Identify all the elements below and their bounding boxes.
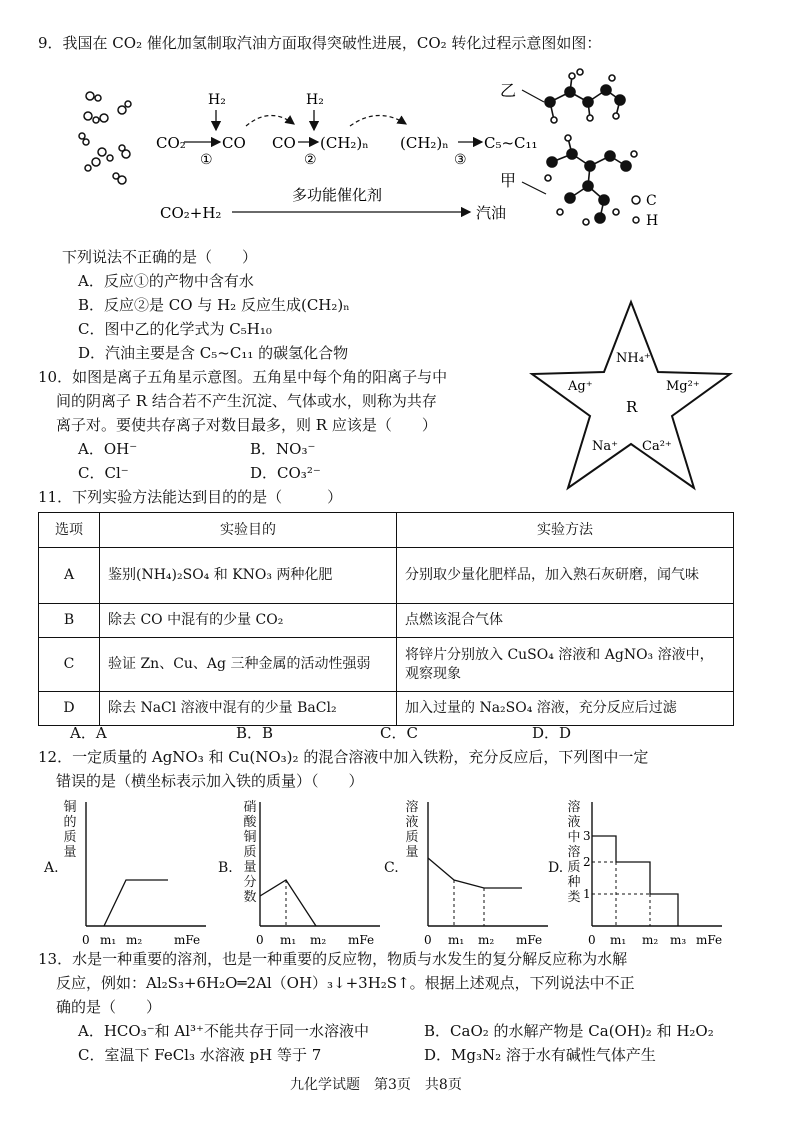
q9-option-a: A．反应①的产物中含有水 <box>78 272 254 290</box>
q13-line1: 13．水是一种重要的溶剂，也是一种重要的反应物，物质与水发生的复分解反应称为水解 <box>38 950 628 968</box>
graph-b-tick-m1: m₁ <box>280 933 297 947</box>
row-goal: 除去 CO 中混有的少量 CO₂ <box>100 604 397 638</box>
q10-line1: 10．如图是离子五角星示意图。五角星中每个角的阳离子与中 <box>38 368 448 386</box>
q9-prompt: 下列说法不正确的是（ ） <box>62 248 258 266</box>
row-method: 将锌片分别放入 CuSO₄ 溶液和 AgNO₃ 溶液中，观察现象 <box>397 638 734 692</box>
step1-label: ① <box>200 152 213 168</box>
table-row <box>39 548 734 604</box>
c5c11-label: C₅~C₁₁ <box>484 134 538 152</box>
legend-h-label: H <box>646 213 659 229</box>
graph-d-tick-mfe: mFe <box>696 933 723 947</box>
yi-label: 乙 <box>500 81 517 100</box>
q13-option-a: A．HCO₃⁻和 Al³⁺不能共存于同一水溶液中 <box>78 1022 369 1040</box>
graph-c-ylabel: 溶液质量 <box>405 800 419 860</box>
molecule-yi-icon <box>545 69 625 123</box>
star-bottom-left-ion: Na⁺ <box>592 439 618 454</box>
q9-option-b: B．反应②是 CO 与 H₂ 反应生成(CH₂)ₙ <box>78 296 350 314</box>
q9-option-c: C．图中乙的化学式为 C₅H₁₀ <box>78 320 272 338</box>
co2-label: CO₂ <box>156 134 186 152</box>
q13-option-d: D．Mg₃N₂ 溶于水有碱性气体产生 <box>424 1046 656 1064</box>
star-outline <box>532 302 730 488</box>
star-top-ion: NH₄⁺ <box>616 351 651 366</box>
q13-line2: 反应，例如：Al₂S₃+6H₂O═2Al（OH）₃↓+3H₂S↑。根据上述观点，下列说法中不正 <box>56 974 635 992</box>
graph-b-label: B. <box>218 860 233 876</box>
graph-a-curve <box>104 880 168 926</box>
graph-c-label: C. <box>384 860 399 876</box>
q9-diagram <box>60 62 700 237</box>
ion-star-diagram <box>528 298 758 494</box>
q12-line1: 12．一定质量的 AgNO₃ 和 Cu(NO₃)₂ 的混合溶液中加入铁粉，充分反应后，下列图中一定 <box>38 748 649 766</box>
page-footer: 九化学试题 第3页 共8页 <box>290 1077 462 1093</box>
jia-label: 甲 <box>500 171 517 190</box>
graph-d-ytick-3: 3 <box>583 829 591 843</box>
row-option: C <box>39 638 100 692</box>
q9-stem: 9．我国在 CO₂ 催化加氢制取汽油方面取得突破性进展，CO₂ 转化过程示意图如图： <box>38 34 602 52</box>
graph-d-tick-m3: m₃ <box>670 933 687 947</box>
table-row <box>39 638 734 692</box>
legend-c-label: C <box>646 193 657 209</box>
graph-d-label: D. <box>548 860 564 876</box>
ch2n-label: (CH₂)ₙ <box>320 134 369 152</box>
graph-a-tick-m2: m₂ <box>126 933 143 947</box>
q11-answer-c: C．C <box>380 724 418 742</box>
graph-b-tick-m2: m₂ <box>310 933 327 947</box>
graph-d-tick-m2: m₂ <box>642 933 659 947</box>
header-method: 实验方法 <box>397 513 734 548</box>
graph-c-tick-mfe: mFe <box>516 933 543 947</box>
q11-answer-d: D．D <box>532 724 572 742</box>
graph-b <box>256 800 386 948</box>
catalyst-label: 多功能催化剂 <box>292 186 383 204</box>
q13-option-c: C．室温下 FeCl₃ 水溶液 pH 等于 7 <box>78 1046 322 1064</box>
q11-stem: 11．下列实验方法能达到目的的是（ ） <box>38 488 343 506</box>
graph-a-tick-m1: m₁ <box>100 933 117 947</box>
graph-b-tick-mfe: mFe <box>348 933 375 947</box>
header-option: 选项 <box>39 513 100 548</box>
row-method: 点燃该混合气体 <box>397 604 734 638</box>
row-goal: 鉴别(NH₄)₂SO₄ 和 KNO₃ 两种化肥 <box>100 548 397 604</box>
graph-d-ytick-1: 1 <box>583 887 591 901</box>
row-method: 分别取少量化肥样品，加入熟石灰研磨，闻气味 <box>397 548 734 604</box>
header-goal: 实验目的 <box>100 513 397 548</box>
co2-molecules-icon <box>79 92 131 184</box>
q10-line3: 离子对。要使共存离子对数目最多，则 R 应该是（ ） <box>56 416 437 434</box>
co-label-b: CO <box>272 134 296 152</box>
q10-option-b: B．NO₃⁻ <box>250 440 316 458</box>
gasoline-label: 汽油 <box>476 204 507 222</box>
ch2n-label-b: (CH₂)ₙ <box>400 134 449 152</box>
row-option: B <box>39 604 100 638</box>
experiment-table <box>38 512 734 726</box>
graph-d-ylabel: 溶液中溶质种类 <box>567 800 581 905</box>
q10-line2: 间的阴离子 R 结合若不产生沉淀、气体或水，则称为共存 <box>56 392 437 410</box>
graph-c-curve <box>428 858 522 888</box>
graph-b-tick-0: 0 <box>256 933 264 947</box>
graph-a-ylabel: 铜的质量 <box>63 800 77 860</box>
graph-d-curve <box>592 836 678 926</box>
table-header-row <box>39 513 734 548</box>
q13-option-b: B．CaO₂ 的水解产物是 Ca(OH)₂ 和 H₂O₂ <box>424 1022 714 1040</box>
graph-c-tick-m1: m₁ <box>448 933 465 947</box>
q11-answer-b: B．B <box>236 724 274 742</box>
row-method: 加入过量的 Na₂SO₄ 溶液，充分反应后过滤 <box>397 692 734 726</box>
graph-c-tick-0: 0 <box>424 933 432 947</box>
graph-c <box>424 800 554 948</box>
q9-option-d: D．汽油主要是含 C₅~C₁₁ 的碳氢化合物 <box>78 344 349 362</box>
co-label: CO <box>222 134 246 152</box>
graph-b-curve <box>260 880 316 926</box>
step2-label: ② <box>304 152 317 168</box>
molecule-jia-icon <box>545 135 637 225</box>
star-bottom-right-ion: Ca²⁺ <box>642 439 672 454</box>
graph-c-tick-m2: m₂ <box>478 933 495 947</box>
q10-option-d: D．CO₃²⁻ <box>250 464 321 482</box>
q13-line3: 确的是（ ） <box>56 998 162 1016</box>
q10-option-c: C．Cl⁻ <box>78 464 129 482</box>
h2-label-b: H₂ <box>306 92 324 108</box>
reactants-label: CO₂+H₂ <box>160 204 222 222</box>
row-goal: 验证 Zn、Cu、Ag 三种金属的活动性强弱 <box>100 638 397 692</box>
graph-a <box>82 800 212 948</box>
table-row <box>39 604 734 638</box>
graph-a-label: A. <box>44 860 59 876</box>
row-goal: 除去 NaCl 溶液中混有的少量 BaCl₂ <box>100 692 397 726</box>
graph-d-tick-0: 0 <box>588 933 596 947</box>
h2-label-a: H₂ <box>208 92 226 108</box>
graph-a-tick-mfe: mFe <box>174 933 201 947</box>
star-right-ion: Mg²⁺ <box>666 379 700 394</box>
star-left-ion: Ag⁺ <box>568 379 593 394</box>
table-row <box>39 692 734 726</box>
q12-line2: 错误的是（横坐标表示加入铁的质量）（ ） <box>56 772 364 790</box>
row-option: D <box>39 692 100 726</box>
graph-d <box>582 800 732 948</box>
graph-b-ylabel: 硝酸铜质量分数 <box>243 800 257 905</box>
step3-label: ③ <box>454 152 467 168</box>
star-center-ion: R <box>626 398 638 416</box>
row-option: A <box>39 548 100 604</box>
q11-answer-a: A．A <box>70 724 107 742</box>
graph-d-ytick-2: 2 <box>583 855 591 869</box>
q10-option-a: A．OH⁻ <box>78 440 138 458</box>
graph-a-tick-0: 0 <box>82 933 90 947</box>
graph-d-tick-m1: m₁ <box>610 933 627 947</box>
